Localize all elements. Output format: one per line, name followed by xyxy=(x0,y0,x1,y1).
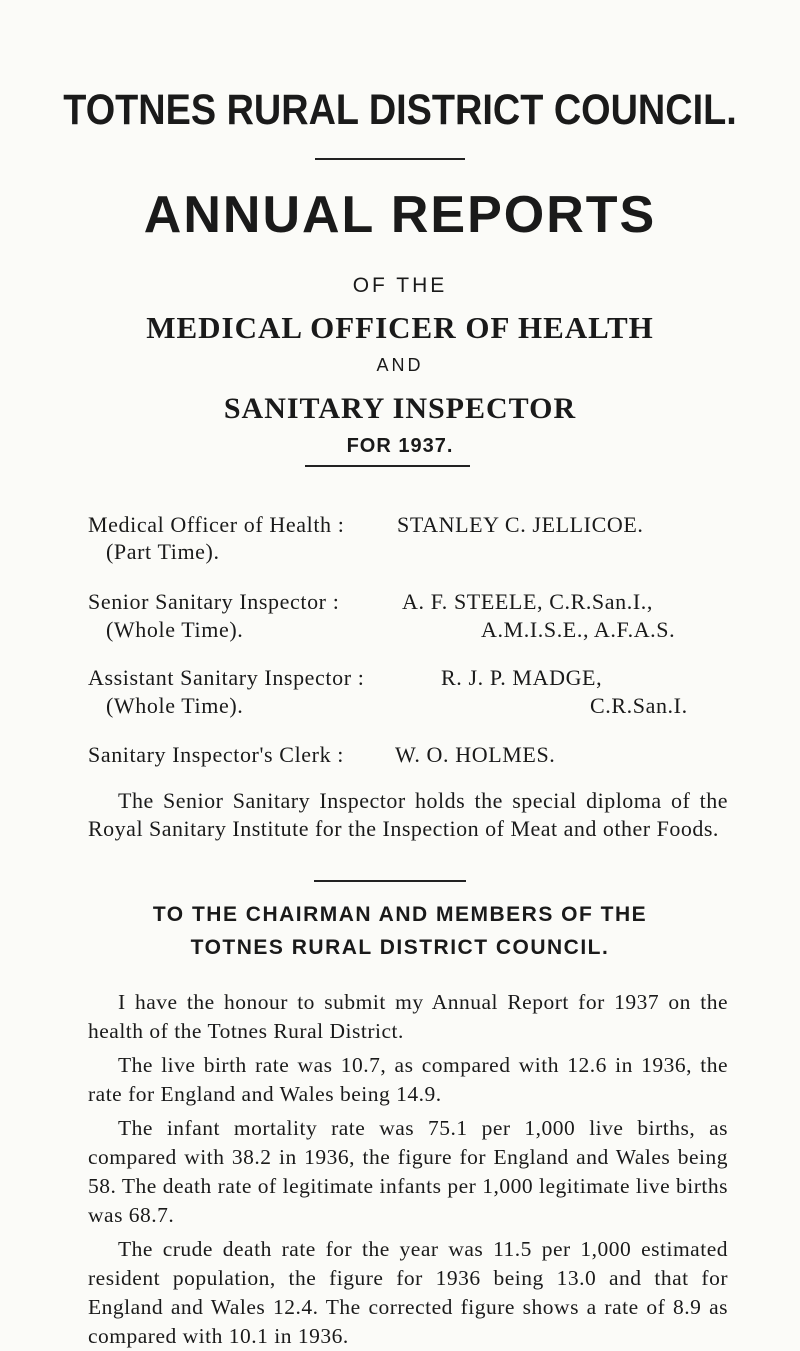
sanitary-inspector-title: SANITARY INSPECTOR xyxy=(223,392,577,425)
clerk-role: Sanitary Inspector's Clerk : xyxy=(88,742,344,767)
moh-time: (Part Time). xyxy=(106,539,220,564)
diploma-note-text: The Senior Sanitary Inspector holds the special diploma of the Royal Sanitary Institute for the Inspection of Meat and other Foods. xyxy=(88,788,728,841)
divider-middle xyxy=(305,465,470,467)
paragraph-infant-mortality: The infant mortality rate was 75.1 per 1,000 live births, as compared with 38.2 in 1936, the figure for England and Wales being 58. The death rate of legitimate infants per 1,000 legitimate live births was 68.7. xyxy=(88,1116,728,1227)
clerk-name: W. O. HOLMES. xyxy=(395,742,556,767)
assistant-time: (Whole Time). xyxy=(106,693,244,718)
medical-officer-title: MEDICAL OFFICER OF HEALTH xyxy=(146,310,654,345)
moh-role: Medical Officer of Health : xyxy=(88,512,345,537)
of-the-text: OF THE xyxy=(352,274,448,297)
senior-time: (Whole Time). xyxy=(106,617,244,642)
senior-role: Senior Sanitary Inspector : xyxy=(88,589,340,614)
annual-reports-title: ANNUAL REPORTS xyxy=(143,186,657,244)
and-text: AND xyxy=(376,355,424,375)
year-title: FOR 1937. xyxy=(346,435,454,457)
paragraph-intro: I have the honour to submit my Annual Report for 1937 on the health of the Totnes Rural District. xyxy=(88,990,728,1043)
divider-bottom xyxy=(314,880,466,882)
address-line-1: TO THE CHAIRMAN AND MEMBERS OF THE xyxy=(152,903,648,926)
diploma-note xyxy=(88,787,728,843)
senior-name: A. F. STEELE, C.R.San.I., xyxy=(402,589,653,614)
divider-top xyxy=(315,158,465,160)
council-title: TOTNES RURAL DISTRICT COUNCIL. xyxy=(63,86,737,134)
moh-name: STANLEY C. JELLICOE. xyxy=(397,512,644,537)
assistant-role: Assistant Sanitary Inspector : xyxy=(88,665,365,690)
paragraph-death-rate: The crude death rate for the year was 11.5 per 1,000 estimated resident population, the figure for 1936 being 13.0 and that for England and Wales 12.4. The corrected figure shows a rate of 8.9 as compared with 10.1 in 1936. xyxy=(88,1237,728,1348)
assistant-name: R. J. P. MADGE, xyxy=(441,665,603,690)
report-body xyxy=(88,988,728,1351)
senior-quals: A.M.I.S.E., A.F.A.S. xyxy=(481,617,676,642)
paragraph-birth-rate: The live birth rate was 10.7, as compared with 12.6 in 1936, the rate for England and Wales being 14.9. xyxy=(88,1053,728,1106)
address-line-2: TOTNES RURAL DISTRICT COUNCIL. xyxy=(190,936,610,959)
assistant-quals: C.R.San.I. xyxy=(590,693,688,718)
